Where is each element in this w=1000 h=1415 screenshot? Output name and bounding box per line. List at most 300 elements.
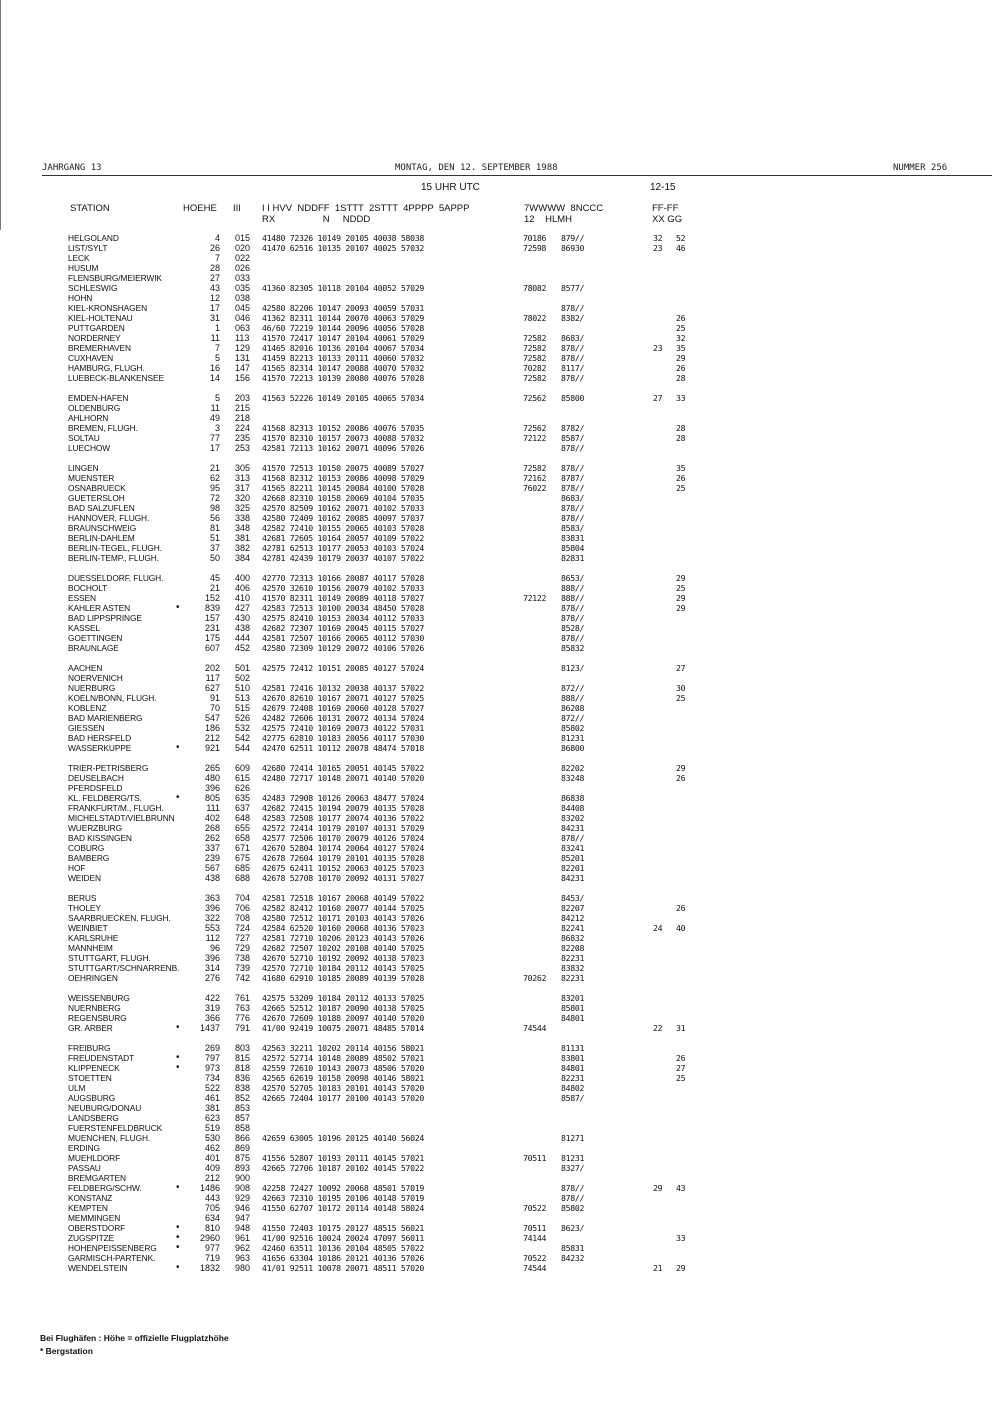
- station-id: 113: [235, 333, 250, 343]
- station-id: 961: [235, 1233, 251, 1243]
- obs-groups: 41656 63304 10186 20121 40136 57026: [262, 1253, 425, 1263]
- station-id: 615: [235, 773, 251, 783]
- station-height: 553: [204, 923, 220, 933]
- station-table: [0, 233, 1000, 1283]
- obs-groups: 42678 72604 10179 20101 40135 57028: [262, 853, 425, 863]
- station-id: 400: [235, 573, 251, 583]
- table-row: [0, 523, 1000, 533]
- obs-groups: 42781 42439 10179 20037 40107 57022: [262, 553, 425, 563]
- cloud-group: 8683/: [561, 493, 585, 503]
- station-name: ESSEN: [68, 593, 96, 603]
- cloud-group: 872//: [561, 713, 585, 723]
- station-id: 015: [235, 233, 251, 243]
- cloud-group: 8123/: [561, 663, 585, 673]
- cloud-group: 83241: [561, 843, 585, 853]
- wind-gust: 29: [676, 1263, 686, 1273]
- table-row: [0, 263, 1000, 273]
- cloud-group: 82202: [561, 763, 585, 773]
- station-height: 396: [204, 783, 220, 793]
- station-name: FREUDENSTADT: [68, 1053, 135, 1063]
- station-id: 688: [235, 873, 251, 883]
- obs-groups: 42572 72414 10179 20107 40131 57029: [262, 823, 425, 833]
- mountain-marker: •: [176, 602, 180, 613]
- weather-group: 72562: [523, 393, 547, 403]
- obs-groups: 42770 72313 10166 20087 40117 57028: [262, 573, 425, 583]
- station-name: BERLIN-TEGEL, FLUGH.: [68, 543, 162, 553]
- obs-groups: 41459 82213 10133 20111 40060 57032: [262, 353, 425, 363]
- station-id: 253: [235, 443, 251, 453]
- table-row: [0, 873, 1000, 883]
- cloud-group: 86930: [561, 243, 585, 253]
- weather-group: 72582: [523, 373, 547, 383]
- station-id: 215: [235, 403, 251, 413]
- table-row: [0, 1253, 1000, 1263]
- cloud-group: 8117/: [561, 363, 585, 373]
- station-height: 262: [204, 833, 220, 843]
- col-ff-2: XX GG: [652, 214, 683, 225]
- table-row: [0, 893, 1000, 903]
- cloud-group: 878//: [561, 1193, 585, 1203]
- table-row: [0, 1213, 1000, 1223]
- obs-groups: 42665 52512 10187 20090 40138 57025: [262, 1003, 425, 1013]
- station-name: HOHN: [68, 293, 93, 303]
- table-row: [0, 1073, 1000, 1083]
- col-ww-2: 12 HLMH: [524, 214, 573, 225]
- station-height: 62: [209, 473, 220, 483]
- cloud-group: 85804: [561, 543, 585, 553]
- station-height: 319: [204, 1003, 220, 1013]
- station-group: [0, 1043, 1000, 1273]
- station-height: 480: [204, 773, 220, 783]
- table-row: [0, 763, 1000, 773]
- cloud-group: 81231: [561, 1153, 585, 1163]
- cloud-group: 82207: [561, 903, 585, 913]
- station-id: 045: [235, 303, 251, 313]
- station-id: 742: [235, 973, 251, 983]
- station-height: 314: [204, 963, 220, 973]
- wind-gust: 29: [676, 603, 686, 613]
- station-name: KAHLER ASTEN: [68, 603, 131, 613]
- station-id: 963: [235, 1253, 251, 1263]
- station-name: REGENSBURG: [68, 1013, 127, 1023]
- table-row: [0, 853, 1000, 863]
- station-height: 157: [204, 613, 220, 623]
- wind-gust: 31: [676, 1023, 686, 1033]
- table-row: [0, 993, 1000, 1003]
- wind-gust: 28: [676, 423, 686, 433]
- station-height: 49: [209, 413, 220, 423]
- wind-ff: 32: [653, 233, 663, 243]
- station-name: GR. ARBER: [68, 1023, 113, 1033]
- station-height: 56: [209, 513, 220, 523]
- obs-groups: 42679 72408 10169 20060 40128 57027: [262, 703, 425, 713]
- station-name: CUXHAVEN: [68, 353, 114, 363]
- station-id: 838: [235, 1083, 251, 1093]
- cloud-group: 84212: [561, 913, 585, 923]
- obs-groups: 42663 72310 10195 20106 40148 57019: [262, 1193, 425, 1203]
- obs-groups: 42483 72908 10126 20063 48477 57024: [262, 793, 425, 803]
- table-row: [0, 1163, 1000, 1173]
- obs-groups: 42659 63005 10196 20125 40140 56024: [262, 1133, 425, 1143]
- wind-gust: 33: [676, 393, 686, 403]
- station-id: 858: [235, 1123, 251, 1133]
- wind-gust: 29: [676, 353, 686, 363]
- obs-groups: 42565 62619 10158 20098 40146 58021: [262, 1073, 425, 1083]
- station-name: OLDENBURG: [68, 403, 121, 413]
- weather-group: 78082: [523, 283, 547, 293]
- cloud-group: 85201: [561, 853, 585, 863]
- station-height: 117: [205, 673, 220, 683]
- obs-groups: 42681 72605 10164 20057 40109 57022: [262, 533, 425, 543]
- station-id: 685: [235, 863, 251, 873]
- obs-groups: 42575 72410 10169 20073 40122 57031: [262, 723, 425, 733]
- station-height: 973: [204, 1063, 220, 1073]
- station-id: 203: [235, 393, 251, 403]
- table-row: [0, 633, 1000, 643]
- station-name: BREMEN, FLUGH.: [68, 423, 138, 433]
- table-row: [0, 1003, 1000, 1013]
- station-height: 28: [209, 263, 220, 273]
- cloud-group: 8327/: [561, 1163, 585, 1173]
- station-id: 671: [235, 843, 251, 853]
- table-row: [0, 233, 1000, 243]
- station-id: 038: [235, 293, 251, 303]
- obs-groups: 41465 82016 10136 20104 40067 57034: [262, 343, 425, 353]
- station-height: 810: [204, 1223, 220, 1233]
- station-id: 675: [235, 853, 251, 863]
- station-name: KL. FELDBERG/TS.: [68, 793, 142, 803]
- obs-groups: 42580 72512 10171 20103 40143 57026: [262, 913, 425, 923]
- station-height: 443: [204, 1193, 220, 1203]
- wind-gust: 25: [676, 693, 686, 703]
- wind-gust: 26: [676, 903, 686, 913]
- table-row: [0, 433, 1000, 443]
- footnote-mountain: * Bergstation: [40, 1346, 93, 1356]
- station-name: HANNOVER, FLUGH.: [68, 513, 150, 523]
- wind-gust: 33: [676, 1233, 686, 1243]
- table-row: [0, 303, 1000, 313]
- station-height: 91: [209, 693, 220, 703]
- weather-group: 72582: [523, 333, 547, 343]
- table-row: [0, 1143, 1000, 1153]
- station-name: MUENSTER: [68, 473, 115, 483]
- table-row: [0, 273, 1000, 283]
- cloud-group: 84801: [561, 1063, 585, 1073]
- station-name: SAARBRUECKEN, FLUGH.: [68, 913, 171, 923]
- cloud-group: 878//: [561, 633, 585, 643]
- station-height: 81: [209, 523, 220, 533]
- station-id: 348: [235, 523, 251, 533]
- cloud-group: 85802: [561, 1203, 585, 1213]
- wind-gust: 29: [676, 763, 686, 773]
- cloud-group: 86800: [561, 743, 585, 753]
- station-id: 875: [235, 1153, 251, 1163]
- station-id: 853: [235, 1103, 251, 1113]
- station-height: 269: [204, 1043, 220, 1053]
- cloud-group: 82241: [561, 923, 585, 933]
- cloud-group: 878//: [561, 613, 585, 623]
- cloud-group: 8453/: [561, 893, 585, 903]
- station-height: 17: [209, 443, 220, 453]
- wind-ff: 21: [653, 1263, 663, 1273]
- table-row: [0, 533, 1000, 543]
- station-id: 635: [235, 793, 251, 803]
- station-height: 231: [204, 623, 220, 633]
- station-id: 791: [235, 1023, 251, 1033]
- station-height: 72: [209, 493, 220, 503]
- station-height: 401: [204, 1153, 220, 1163]
- wind-gust: 25: [676, 483, 686, 493]
- station-name: BOCHOLT: [68, 583, 108, 593]
- station-height: 322: [204, 913, 220, 923]
- station-height: 37: [209, 543, 220, 553]
- obs-groups: 41570 72513 10150 20075 40089 57027: [262, 463, 425, 473]
- date-label: MONTAG, DEN 12. SEPTEMBER 1988: [395, 163, 558, 173]
- obs-groups: 42670 72609 10188 20097 40140 57020: [262, 1013, 425, 1023]
- cloud-group: 878//: [561, 303, 585, 313]
- cloud-group: 84801: [561, 1013, 585, 1023]
- cloud-group: 85800: [561, 393, 585, 403]
- obs-groups: 46/60 72219 10144 20096 40056 57028: [262, 323, 425, 333]
- station-height: 734: [204, 1073, 220, 1083]
- obs-groups: 42460 63511 10136 20104 48505 57022: [262, 1243, 425, 1253]
- station-id: 035: [235, 283, 251, 293]
- station-id: 513: [235, 693, 251, 703]
- obs-groups: 42570 82509 10162 20071 40102 57033: [262, 503, 425, 513]
- station-id: 818: [235, 1063, 251, 1073]
- station-name: KOELN/BONN, FLUGH.: [68, 693, 157, 703]
- cloud-group: 8653/: [561, 573, 585, 583]
- obs-groups: 42665 72706 10187 20102 40145 57022: [262, 1163, 425, 1173]
- station-id: 515: [235, 703, 251, 713]
- station-name: ERDING: [68, 1143, 100, 1153]
- table-row: [0, 1223, 1000, 1233]
- station-height: 11: [210, 403, 220, 413]
- table-row: [0, 1113, 1000, 1123]
- station-name: NOERVENICH: [68, 673, 123, 683]
- obs-groups: 41565 82211 10145 20084 40100 57028: [262, 483, 425, 493]
- obs-groups: 42775 62810 10183 20056 40117 57030: [262, 733, 425, 743]
- obs-groups: 41556 52807 10193 20111 40145 57021: [262, 1153, 425, 1163]
- wind-gust: 26: [676, 1053, 686, 1063]
- station-id: 704: [235, 893, 251, 903]
- station-name: KASSEL: [68, 623, 100, 633]
- station-id: 384: [235, 553, 251, 563]
- station-height: 70: [209, 703, 220, 713]
- obs-groups: 41565 82314 10147 20088 40070 57032: [262, 363, 425, 373]
- station-id: 658: [235, 833, 251, 843]
- station-height: 634: [204, 1213, 220, 1223]
- weather-group: 72122: [523, 433, 547, 443]
- station-name: LIST/SYLT: [68, 243, 108, 253]
- station-id: 724: [235, 923, 251, 933]
- station-height: 522: [204, 1083, 220, 1093]
- station-name: BAMBERG: [68, 853, 110, 863]
- table-row: [0, 933, 1000, 943]
- table-row: [0, 723, 1000, 733]
- wind-gust: 40: [676, 923, 686, 933]
- weather-group: 74544: [523, 1023, 547, 1033]
- table-row: [0, 1023, 1000, 1033]
- cloud-group: 83832: [561, 963, 585, 973]
- wind-gust: 30: [676, 683, 686, 693]
- obs-groups: 42665 72404 10177 20100 40143 57020: [262, 1093, 425, 1103]
- mountain-marker: •: [176, 1062, 180, 1073]
- station-id: 147: [235, 363, 251, 373]
- mountain-marker: •: [176, 1022, 180, 1033]
- station-name: SCHLESWIG: [68, 283, 118, 293]
- table-row: [0, 343, 1000, 353]
- station-id: 776: [235, 1013, 251, 1023]
- table-row: [0, 553, 1000, 563]
- station-name: BAD KISSINGEN: [68, 833, 132, 843]
- station-id: 532: [235, 723, 251, 733]
- station-height: 16: [209, 363, 220, 373]
- cloud-group: 86208: [561, 703, 585, 713]
- cloud-group: 888//: [561, 693, 585, 703]
- station-height: 3: [214, 423, 220, 433]
- col-iii: III: [233, 203, 241, 214]
- station-name: BREMERHAVEN: [68, 343, 131, 353]
- station-name: AACHEN: [68, 663, 103, 673]
- station-name: GARMISCH-PARTENK.: [68, 1253, 156, 1263]
- station-name: WEINBIET: [68, 923, 108, 933]
- table-row: [0, 743, 1000, 753]
- station-id: 962: [235, 1243, 251, 1253]
- table-row: [0, 1193, 1000, 1203]
- cloud-group: 878//: [561, 513, 585, 523]
- station-id: 626: [235, 783, 251, 793]
- wind-gust: 25: [676, 323, 686, 333]
- station-id: 438: [235, 623, 251, 633]
- table-row: [0, 403, 1000, 413]
- weather-group: 70511: [523, 1153, 547, 1163]
- cloud-group: 84232: [561, 1253, 585, 1263]
- station-id: 946: [235, 1203, 251, 1213]
- wind-gust: 32: [676, 333, 686, 343]
- cloud-group: 81271: [561, 1133, 585, 1143]
- obs-groups: 42670 52804 10174 20064 40127 57024: [262, 843, 425, 853]
- table-row: [0, 1103, 1000, 1113]
- table-row: [0, 1173, 1000, 1183]
- cloud-group: 82231: [561, 1073, 585, 1083]
- station-height: 12: [209, 293, 220, 303]
- cloud-group: 878//: [561, 483, 585, 493]
- obs-groups: 41570 72213 10139 20080 40076 57028: [262, 373, 425, 383]
- table-row: [0, 1093, 1000, 1103]
- obs-groups: 42583 72513 10100 20034 48450 57028: [262, 603, 425, 613]
- table-row: [0, 663, 1000, 673]
- weather-group: 70522: [523, 1203, 547, 1213]
- station-height: 268: [204, 823, 220, 833]
- cloud-group: 85831: [561, 1243, 585, 1253]
- table-row: [0, 773, 1000, 783]
- station-height: 1832: [199, 1263, 220, 1273]
- table-row: [0, 483, 1000, 493]
- station-name: BAD SALZUFLEN: [68, 503, 135, 513]
- station-name: DEUSELBACH: [68, 773, 124, 783]
- station-id: 033: [235, 273, 251, 283]
- station-height: 7: [214, 253, 220, 263]
- station-height: 519: [204, 1123, 220, 1133]
- wind-ff: 22: [653, 1023, 663, 1033]
- station-id: 852: [235, 1093, 251, 1103]
- wind-gust: 35: [676, 343, 686, 353]
- station-height: 805: [204, 793, 220, 803]
- station-name: HAMBURG, FLUGH.: [68, 363, 145, 373]
- cloud-group: 83201: [561, 993, 585, 1003]
- station-name: NUERBURG: [68, 683, 116, 693]
- wind-gust: 52: [676, 233, 686, 243]
- station-id: 131: [235, 353, 251, 363]
- weather-group: 72598: [523, 243, 547, 253]
- obs-groups: 41/01 92511 10078 20071 48511 57020: [262, 1263, 425, 1273]
- station-height: 45: [209, 573, 220, 583]
- table-row: [0, 913, 1000, 923]
- obs-groups: 42575 53209 10184 20112 40133 57025: [262, 993, 425, 1003]
- cloud-group: 82831: [561, 553, 585, 563]
- station-name: HUSUM: [68, 263, 99, 273]
- weather-group: 70511: [523, 1223, 547, 1233]
- station-height: 462: [204, 1143, 220, 1153]
- station-name: WEIDEN: [68, 873, 101, 883]
- table-row: [0, 823, 1000, 833]
- obs-groups: 42675 62411 10152 20063 40125 57023: [262, 863, 425, 873]
- weather-group: 78022: [523, 313, 547, 323]
- obs-groups: 42470 62511 10112 20078 48474 57018: [262, 743, 425, 753]
- weather-group: 76022: [523, 483, 547, 493]
- cloud-group: 85802: [561, 723, 585, 733]
- weather-group: 70522: [523, 1253, 547, 1263]
- station-height: 461: [204, 1093, 220, 1103]
- table-row: [0, 833, 1000, 843]
- station-height: 21: [209, 463, 220, 473]
- mountain-marker: •: [176, 792, 180, 803]
- obs-groups: 42575 82410 10153 20034 40112 57033: [262, 613, 425, 623]
- obs-groups: 42682 72507 10202 20108 40140 57025: [262, 943, 425, 953]
- table-row: [0, 363, 1000, 373]
- station-id: 815: [235, 1053, 251, 1063]
- station-height: 7: [214, 343, 220, 353]
- station-name: NEUBURG/DONAU: [68, 1103, 142, 1113]
- station-id: 727: [235, 933, 251, 943]
- station-group: [0, 463, 1000, 563]
- obs-groups: 41480 72326 10149 20105 40038 58038: [262, 233, 425, 243]
- obs-groups: 41470 62516 10135 20107 40025 57032: [262, 243, 425, 253]
- table-row: [0, 1233, 1000, 1243]
- obs-groups: 42680 72414 10165 20051 40145 57022: [262, 763, 425, 773]
- station-id: 510: [235, 683, 251, 693]
- station-name: BERUS: [68, 893, 97, 903]
- station-id: 501: [235, 663, 251, 673]
- table-row: [0, 843, 1000, 853]
- cloud-group: 82231: [561, 953, 585, 963]
- table-row: [0, 293, 1000, 303]
- station-name: FRANKFURT/M., FLUGH.: [68, 803, 164, 813]
- station-id: 648: [235, 813, 251, 823]
- station-height: 95: [209, 483, 220, 493]
- table-row: [0, 813, 1000, 823]
- station-id: 381: [235, 533, 251, 543]
- station-id: 444: [235, 633, 251, 643]
- table-row: [0, 353, 1000, 363]
- station-id: 869: [235, 1143, 251, 1153]
- weather-group: 72582: [523, 353, 547, 363]
- col-station: STATION: [70, 203, 110, 214]
- station-name: OSNABRUECK: [68, 483, 126, 493]
- table-row: [0, 733, 1000, 743]
- station-height: 396: [204, 903, 220, 913]
